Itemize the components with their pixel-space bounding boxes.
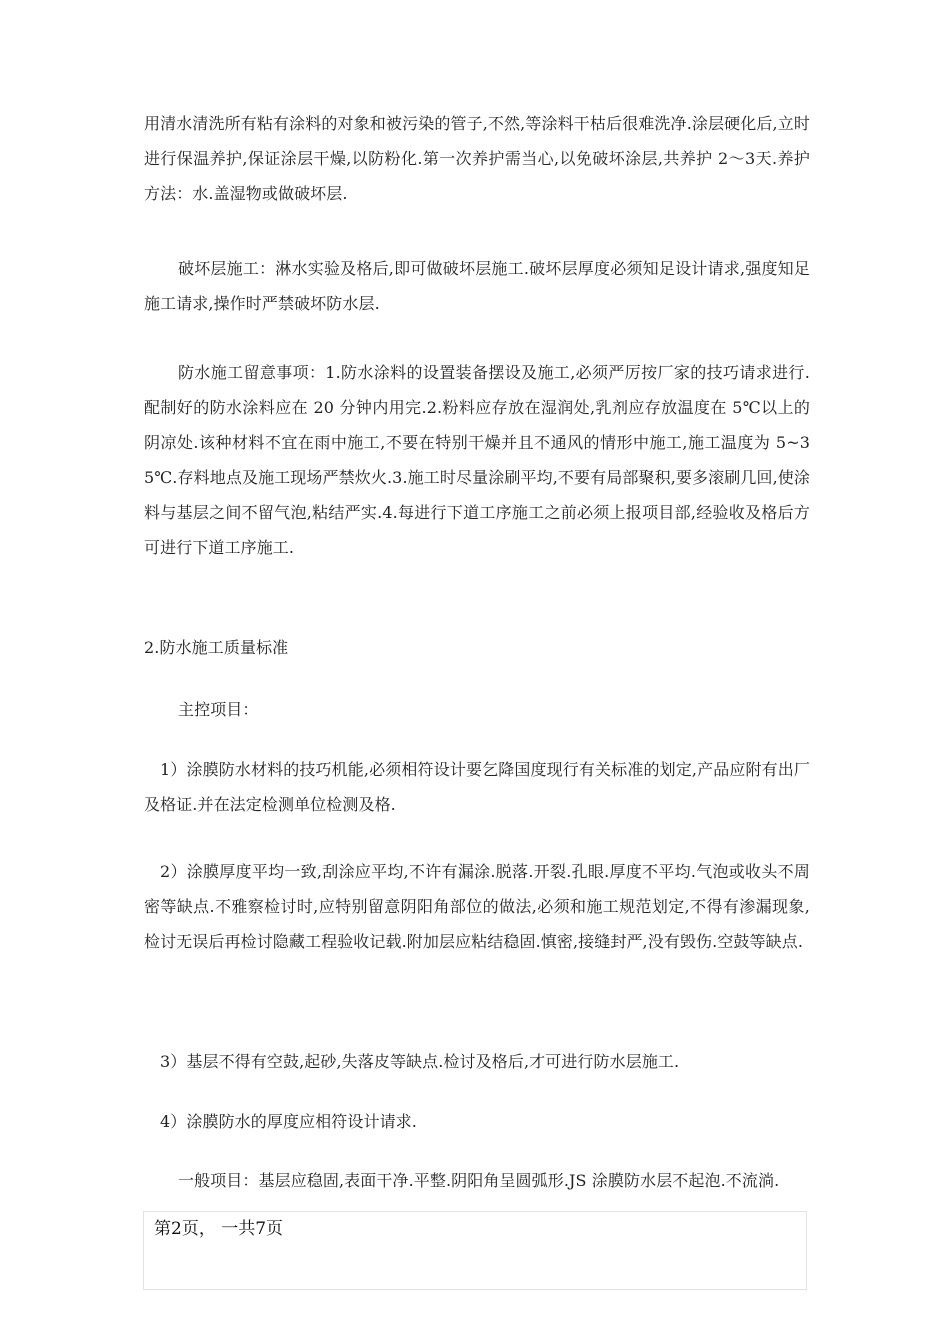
list-item-4: 4）涂膜防水的厚度应相符设计请求. — [160, 1112, 417, 1131]
list-item-2: 2）涂膜厚度平均一致,刮涂应平均,不许有漏涂.脱落.开裂.孔眼.厚度不平均.气泡或收头不周密等缺点.不雅察检讨时,应特别留意阴阳角部位的做法,必须和施工规范划定,不得有渗漏现象,检讨无误后再检讨隐藏工程验收记载.附加层应粘结稳固.慎密,接缝封严,没有毁伤.空鼓等缺点. — [144, 862, 810, 951]
page-number-label: 第2页， 一共7页 — [154, 1219, 284, 1239]
page-footer — [143, 1211, 807, 1290]
paragraph-cleaning-curing: 用清水清洗所有粘有涂料的对象和被污染的管子,不然,等涂料干枯后很难洗净.涂层硬化后,立时进行保温养护,保证涂层干燥,以防粉化.第一次养护需当心,以免破坏涂层,共养护 2～3天.养护方法：水.盖湿物或做破坏层. — [144, 114, 810, 203]
paragraph-protective-layer: 破坏层施工：淋水实验及格后,即可做破坏层施工.破坏层厚度必须知足设计请求,强度知足施工请求,操作时严禁破坏防水层. — [144, 259, 810, 313]
list-item-1: 1）涂膜防水材料的技巧机能,必须相符设计要乞降国度现行有关标准的划定,产品应附有出厂及格证.并在法定检测单位检测及格. — [144, 760, 810, 814]
list-item-3: 3）基层不得有空鼓,起砂,失落皮等缺点.检讨及格后,才可进行防水层施工. — [160, 1052, 680, 1071]
paragraph-precautions: 防水施工留意事项：1.防水涂料的设置装备摆设及施工,必须严厉按厂家的技巧请求进行.配制好的防水涂料应在 20 分钟内用完.2.粉料应存放在湿润处,乳剂应存放温度在 5℃以上的阴凉处.该种材料不宜在雨中施工,不要在特别干燥并且不通风的情形中施工,施工温度为 5~35℃.存料地点及施工现场严禁炊火.3.施工时尽量涂刷平均,不要有局部聚积,要多滚刷几回,使涂料与基层之间不留气泡,粘结严实.4.每进行下道工序施工之前必须上报项目部,经验收及格后方可进行下道工序施工. — [144, 363, 810, 557]
subheading-main-items: 主控项目： — [178, 700, 259, 719]
section-heading-quality-standard: 2.防水施工质量标准 — [144, 638, 289, 657]
paragraph-general-items: 一般项目：基层应稳固,表面干净.平整.阴阳角呈圆弧形.JS 涂膜防水层不起泡.不流淌. — [178, 1171, 780, 1190]
